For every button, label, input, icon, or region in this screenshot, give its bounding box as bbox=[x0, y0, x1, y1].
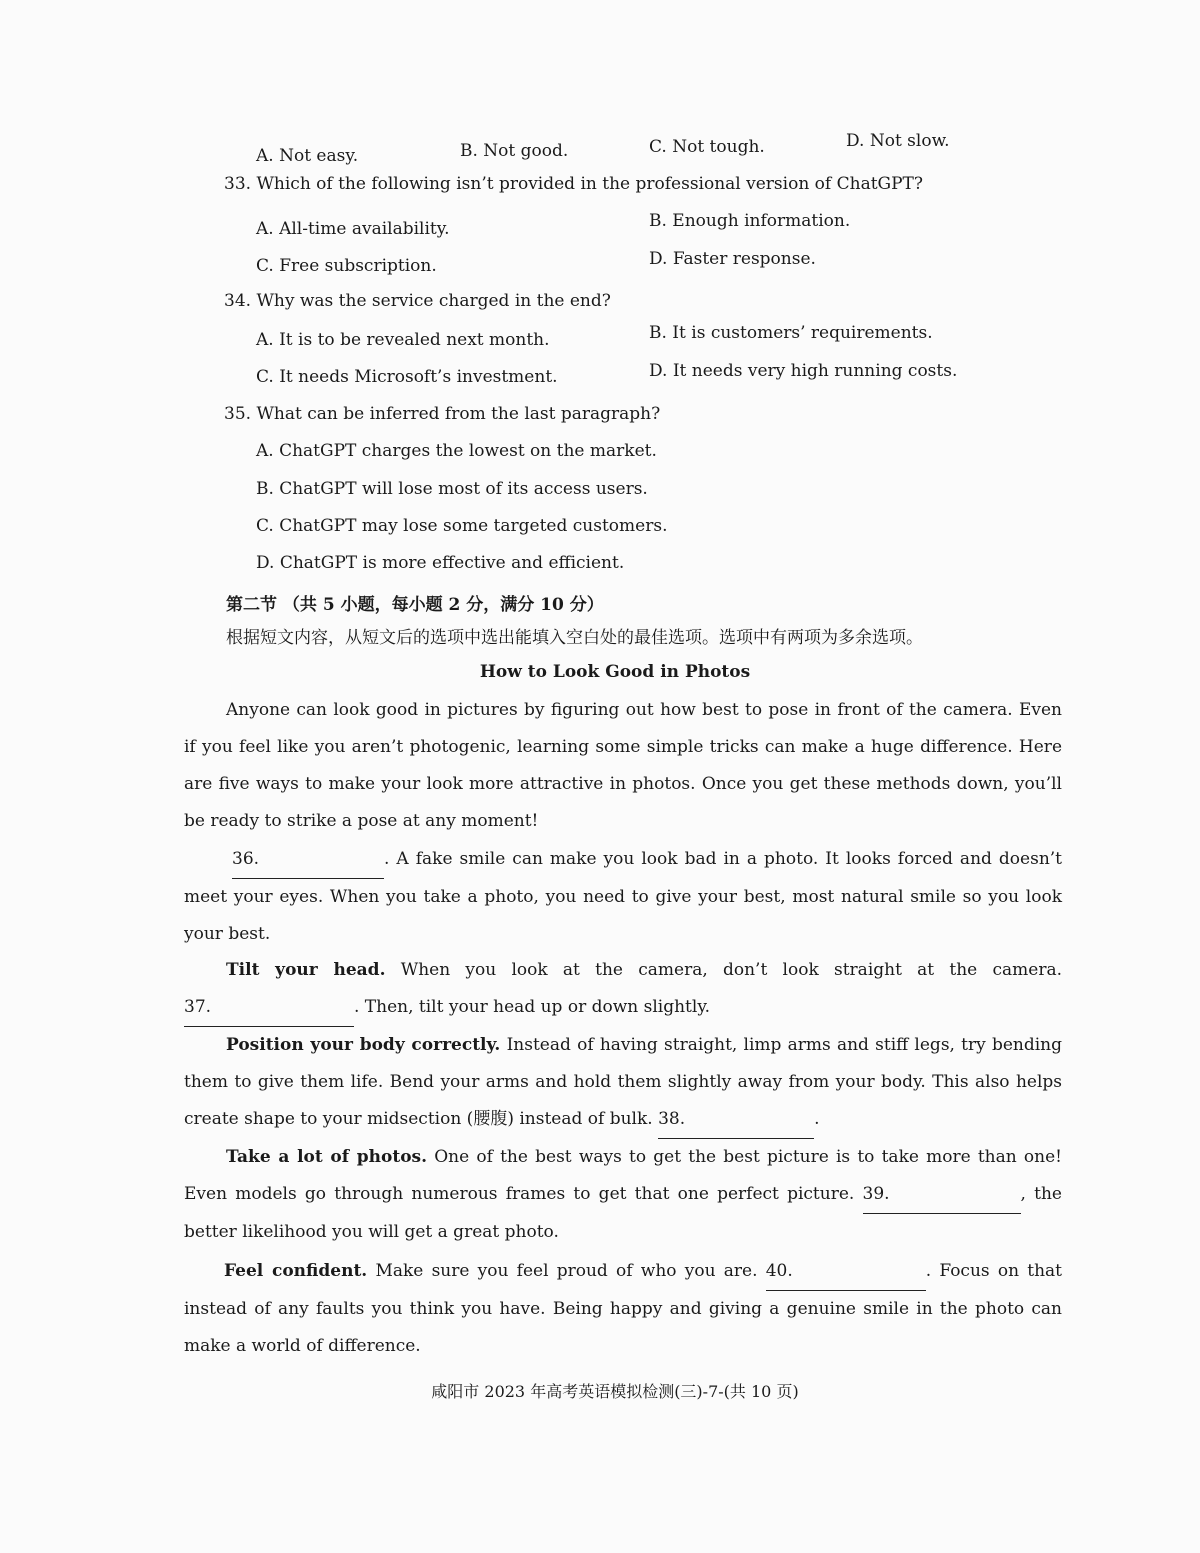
q34-option-c: C. It needs Microsoft’s investment. bbox=[256, 367, 558, 387]
paragraph-36 bbox=[184, 841, 1062, 953]
q35-stem: 35. What can be inferred from the last paragraph? bbox=[224, 404, 661, 424]
paragraph-38-text: Instead of having straight, limp arms and stiff legs, try bending them to give them life. Bend your arms and hold them slightly away from your body. This also helps create shape to your midsection (腰腹) instead of bulk. bbox=[184, 1035, 1062, 1129]
blank-40[interactable] bbox=[766, 1253, 926, 1291]
page-footer: 咸阳市 2023 年高考英语模拟检测(三)-7-(共 10 页) bbox=[431, 1382, 799, 1401]
blank-38-number: 38. bbox=[658, 1109, 686, 1129]
paragraph-39-text: One of the best ways to get the best picture is to take more than one! Even models go through numerous frames to get that one perfect picture. bbox=[184, 1147, 1062, 1204]
q33-option-a: A. All-time availability. bbox=[256, 219, 450, 239]
blank-40-number: 40. bbox=[765, 1261, 793, 1281]
q32-option-b: B. Not good. bbox=[460, 141, 569, 161]
paragraph-40 bbox=[184, 1253, 1062, 1365]
q34-option-a: A. It is to be revealed next month. bbox=[256, 330, 550, 350]
q34-option-b: B. It is customers’ requirements. bbox=[649, 323, 933, 343]
q32-option-c: C. Not tough. bbox=[649, 137, 765, 157]
passage-intro: Anyone can look good in pictures by figuring out how best to pose in front of the camera. Even if you feel like you aren’t photogenic, learning some simple tricks can make a huge difference. Here are five ways to make your look more attractive in photos. Once you get these methods down, you’ll be ready to strike a pose at any moment! bbox=[184, 700, 1062, 831]
blank-36-number: 36. bbox=[232, 849, 260, 869]
paragraph-37-after: . Then, tilt your head up or down slightly. bbox=[354, 997, 711, 1017]
q33-option-b: B. Enough information. bbox=[649, 211, 851, 231]
paragraph-39-after: , the better likelihood you will get a great photo. bbox=[184, 1184, 1062, 1242]
paragraph-40-text: Make sure you feel proud of who you are. bbox=[367, 1261, 766, 1281]
paragraph-38 bbox=[184, 1027, 1062, 1139]
q32-option-a: A. Not easy. bbox=[256, 146, 359, 166]
paragraph-37-text: When you look at the camera, don’t look straight at the camera. bbox=[385, 960, 1062, 980]
paragraph-39-heading: Take a lot of photos. bbox=[226, 1147, 428, 1167]
paragraph-39 bbox=[184, 1139, 1062, 1251]
q33-stem: 33. Which of the following isn’t provided in the professional version of ChatGPT? bbox=[224, 174, 924, 194]
blank-39-number: 39. bbox=[862, 1184, 890, 1204]
paragraph-38-after: . bbox=[814, 1109, 820, 1129]
paragraph-36-text: . A fake smile can make you look bad in a photo. It looks forced and doesn’t meet your eyes. When you take a photo, you need to give your best, most natural smile so you look your best. bbox=[184, 849, 1062, 944]
q33-option-d: D. Faster response. bbox=[649, 249, 816, 269]
blank-37-number: 37. bbox=[184, 997, 212, 1017]
q34-option-d: D. It needs very high running costs. bbox=[649, 361, 958, 381]
paragraph-40-heading: Feel confident. bbox=[224, 1261, 368, 1281]
section-heading: 第二节 （共 5 小题，每小题 2 分，满分 10 分） bbox=[226, 595, 604, 615]
blank-39[interactable] bbox=[863, 1176, 1021, 1214]
q33-option-c: C. Free subscription. bbox=[256, 256, 437, 276]
paragraph-40-after: . Focus on that instead of any faults you think you have. Being happy and giving a genuine smile in the photo can make a world of difference. bbox=[184, 1261, 1062, 1356]
blank-38[interactable] bbox=[658, 1101, 814, 1139]
q32-option-d: D. Not slow. bbox=[846, 131, 950, 151]
q35-option-c: C. ChatGPT may lose some targeted customers. bbox=[256, 516, 668, 536]
q35-option-d: D. ChatGPT is more effective and efficient. bbox=[256, 553, 625, 573]
blank-37[interactable] bbox=[184, 989, 354, 1027]
section-instruction: 根据短文内容，从短文后的选项中选出能填入空白处的最佳选项。选项中有两项为多余选项。 bbox=[226, 628, 923, 648]
paragraph-38-heading: Position your body correctly. bbox=[226, 1035, 501, 1055]
q34-stem: 34. Why was the service charged in the end? bbox=[224, 291, 611, 311]
paragraph-37-heading: Tilt your head. bbox=[226, 960, 386, 980]
paragraph-37 bbox=[184, 952, 1062, 1027]
blank-36[interactable] bbox=[232, 841, 384, 879]
q35-option-b: B. ChatGPT will lose most of its access users. bbox=[256, 479, 648, 499]
q35-option-a: A. ChatGPT charges the lowest on the market. bbox=[256, 441, 657, 461]
passage-title: How to Look Good in Photos bbox=[479, 662, 751, 682]
